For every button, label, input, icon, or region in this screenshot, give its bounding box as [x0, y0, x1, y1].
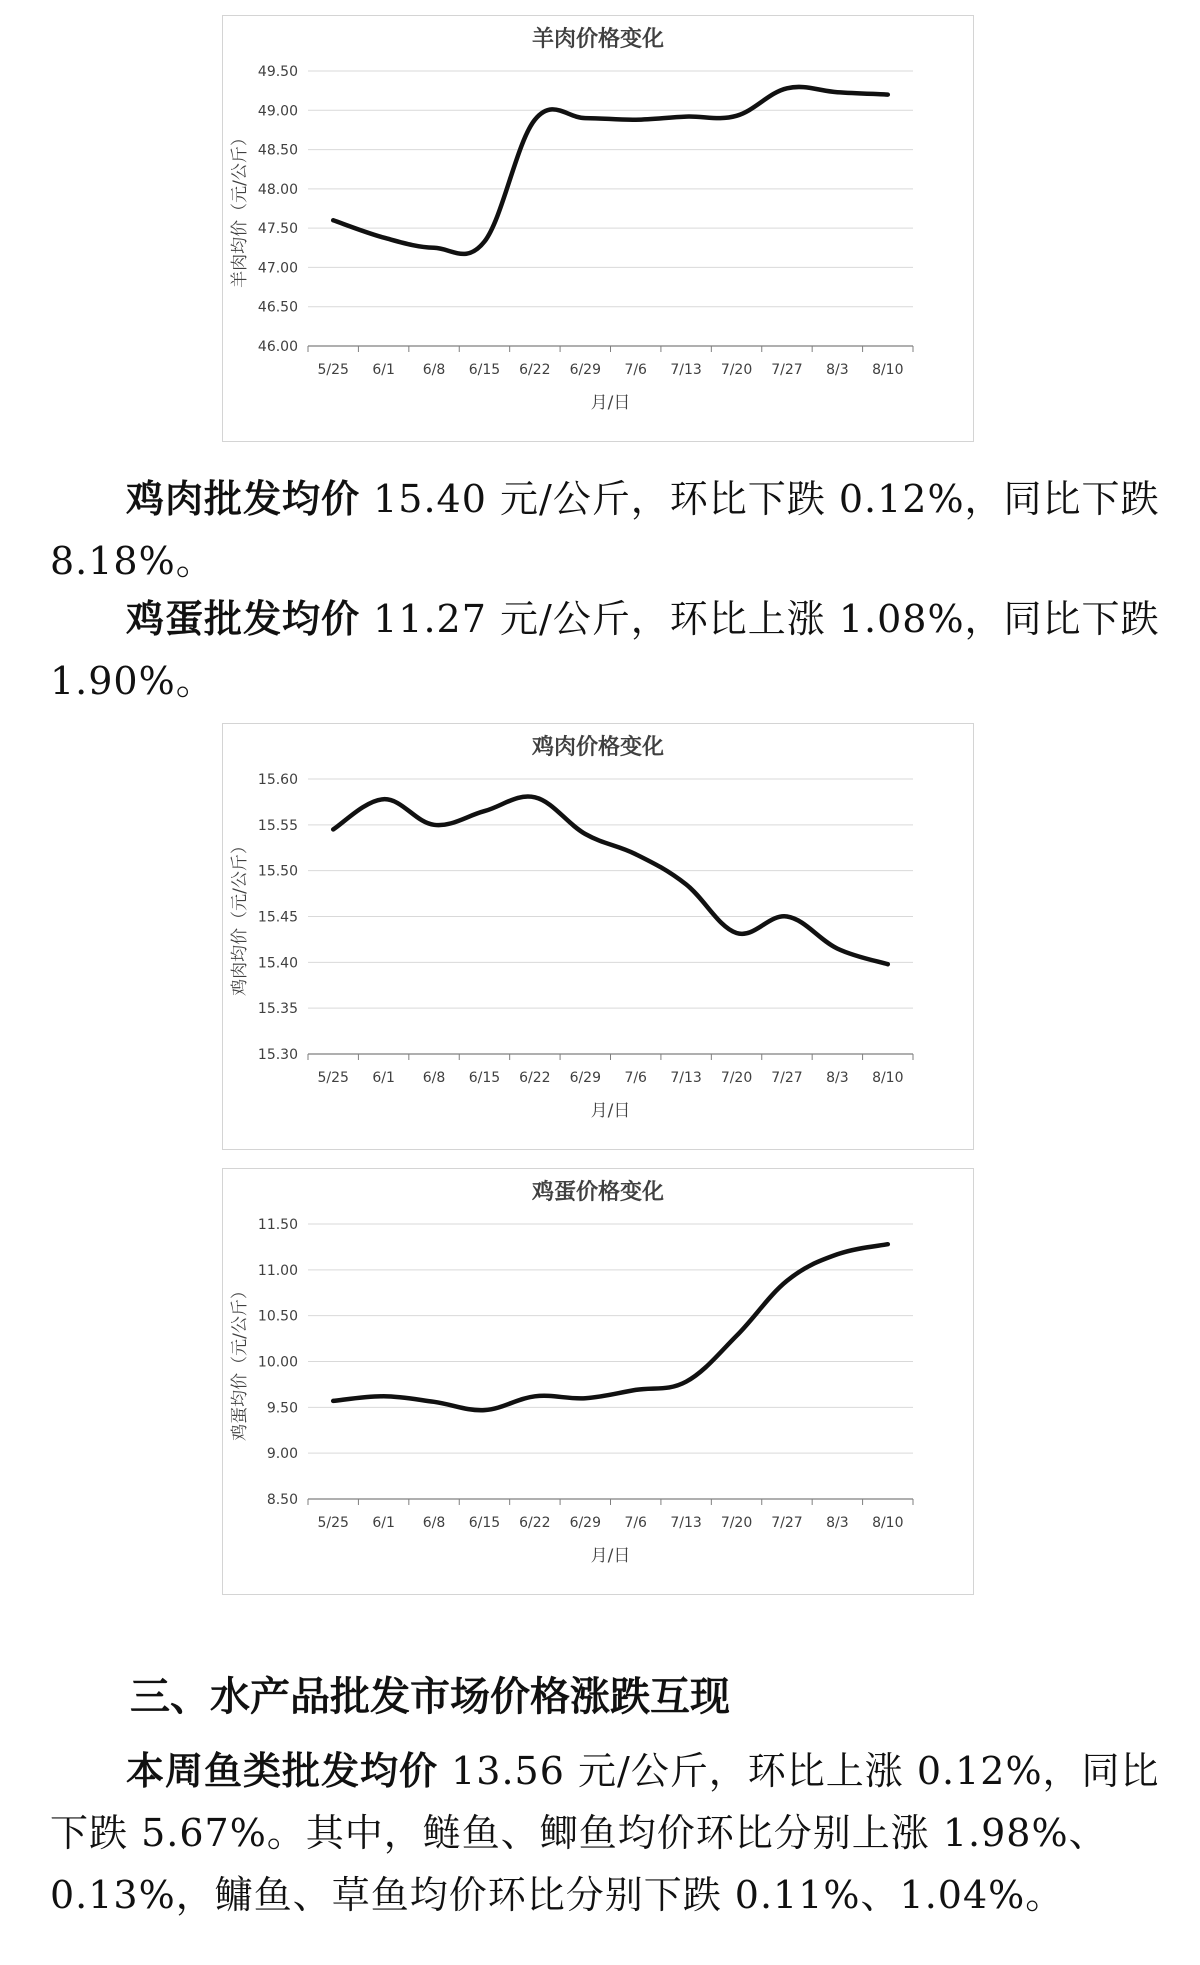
- y-tick-label: 49.50: [257, 64, 298, 80]
- y-tick-label: 15.30: [257, 1047, 298, 1063]
- x-tick-label: 7/20: [720, 362, 753, 378]
- x-tick-label: 6/15: [468, 1515, 501, 1531]
- x-tick-label: 6/15: [468, 1070, 501, 1086]
- x-tick-label: 8/10: [872, 1070, 904, 1086]
- y-tick-label: 49.00: [257, 103, 298, 120]
- x-axis-label: 月/日: [590, 1546, 631, 1566]
- y-tick-label: 11.00: [257, 1262, 298, 1279]
- x-tick-label: 7/13: [670, 1515, 702, 1531]
- x-tick-label: 6/15: [468, 362, 501, 378]
- chart-egg-svg: [223, 1169, 973, 1594]
- x-tick-label: 8/10: [872, 362, 904, 378]
- y-tick-label: 15.45: [257, 909, 298, 926]
- x-tick-label: 6/1: [372, 1515, 395, 1531]
- y-axis-label: 鸡蛋均价（元/公斤）: [230, 1282, 250, 1441]
- x-tick-label: 8/3: [826, 1070, 849, 1086]
- paragraph-fish: [50, 1740, 1160, 1926]
- x-tick-label: 7/27: [771, 362, 803, 378]
- y-tick-label: 47.00: [257, 260, 298, 277]
- x-tick-label: 7/6: [624, 1515, 647, 1531]
- x-tick-label: 6/8: [422, 1515, 446, 1531]
- x-tick-label: 7/6: [624, 1070, 647, 1086]
- x-tick-label: 7/27: [771, 1515, 803, 1531]
- y-tick-label: 15.35: [257, 1001, 298, 1018]
- x-tick-label: 6/22: [519, 1515, 551, 1531]
- chart-chicken: [222, 723, 974, 1150]
- x-tick-label: 8/10: [872, 1515, 904, 1531]
- y-tick-label: 46.00: [257, 339, 298, 355]
- y-tick-label: 48.00: [257, 181, 298, 198]
- paragraph-chicken: [50, 468, 1160, 592]
- x-tick-label: 8/3: [826, 362, 849, 378]
- x-tick-label: 6/29: [569, 1070, 602, 1086]
- x-tick-label: 6/8: [422, 362, 446, 378]
- y-tick-label: 46.50: [257, 299, 298, 316]
- x-axis-label: 月/日: [590, 1101, 631, 1121]
- x-tick-label: 6/8: [422, 1070, 446, 1086]
- y-tick-label: 15.50: [257, 863, 298, 880]
- chart-title: 鸡蛋价格变化: [531, 1180, 665, 1205]
- y-axis-label: 羊肉均价（元/公斤）: [230, 129, 250, 288]
- x-tick-label: 6/29: [569, 1515, 602, 1531]
- paragraph-fish-lead: 本周鱼类批发均价: [126, 1748, 439, 1793]
- x-tick-label: 7/6: [624, 362, 647, 378]
- y-tick-label: 47.50: [257, 221, 298, 238]
- y-tick-label: 11.50: [257, 1217, 298, 1233]
- paragraph-chicken-body: 15.40 元/公斤，环比下跌 0.12%，同比下跌 8.18%。: [50, 477, 1160, 583]
- series-line: [333, 1244, 888, 1410]
- y-tick-label: 48.50: [257, 142, 298, 159]
- y-tick-label: 15.60: [257, 772, 298, 788]
- chart-title: 鸡肉价格变化: [531, 735, 665, 760]
- paragraph-fish-body: 13.56 元/公斤，环比上涨 0.12%，同比下跌 5.67%。其中，鲢鱼、鲫鱼均价环比分别上涨 1.98%、0.13%，鳙鱼、草鱼均价环比分别下跌 0.11%、1.04%。: [50, 1749, 1160, 1917]
- paragraph-egg-lead: 鸡蛋批发均价: [126, 596, 361, 641]
- y-tick-label: 9.00: [266, 1446, 298, 1463]
- x-tick-label: 7/13: [670, 362, 702, 378]
- x-tick-label: 5/25: [317, 1515, 349, 1531]
- x-tick-label: 8/3: [826, 1515, 849, 1531]
- paragraph-chicken-lead: 鸡肉批发均价: [126, 476, 361, 521]
- y-tick-label: 10.00: [257, 1354, 298, 1371]
- y-tick-label: 9.50: [266, 1400, 298, 1417]
- chart-egg: [222, 1168, 974, 1595]
- x-tick-label: 6/1: [372, 1070, 395, 1086]
- paragraph-egg-body: 11.27 元/公斤，环比上涨 1.08%，同比下跌 1.90%。: [50, 597, 1160, 703]
- y-tick-label: 10.50: [257, 1308, 298, 1325]
- x-tick-label: 7/27: [771, 1070, 803, 1086]
- x-tick-label: 7/13: [670, 1070, 702, 1086]
- y-tick-label: 8.50: [266, 1492, 298, 1508]
- x-tick-label: 5/25: [317, 362, 349, 378]
- x-tick-label: 6/22: [519, 1070, 551, 1086]
- y-axis-label: 鸡肉均价（元/公斤）: [230, 837, 250, 996]
- paragraph-egg: [50, 588, 1160, 712]
- section-heading-aquatic: 三、水产品批发市场价格涨跌互现: [130, 1674, 730, 1720]
- chart-mutton-svg: [223, 16, 973, 441]
- chart-chicken-svg: [223, 724, 973, 1149]
- x-axis-label: 月/日: [590, 393, 631, 413]
- x-tick-label: 5/25: [317, 1070, 349, 1086]
- y-tick-label: 15.55: [257, 817, 298, 834]
- y-tick-label: 15.40: [257, 955, 298, 972]
- x-tick-label: 6/22: [519, 362, 551, 378]
- series-line: [333, 87, 888, 254]
- series-line: [333, 797, 888, 965]
- x-tick-label: 6/1: [372, 362, 395, 378]
- x-tick-label: 7/20: [720, 1515, 753, 1531]
- x-tick-label: 7/20: [720, 1070, 753, 1086]
- x-tick-label: 6/29: [569, 362, 602, 378]
- chart-mutton: [222, 15, 974, 442]
- chart-title: 羊肉价格变化: [531, 27, 665, 52]
